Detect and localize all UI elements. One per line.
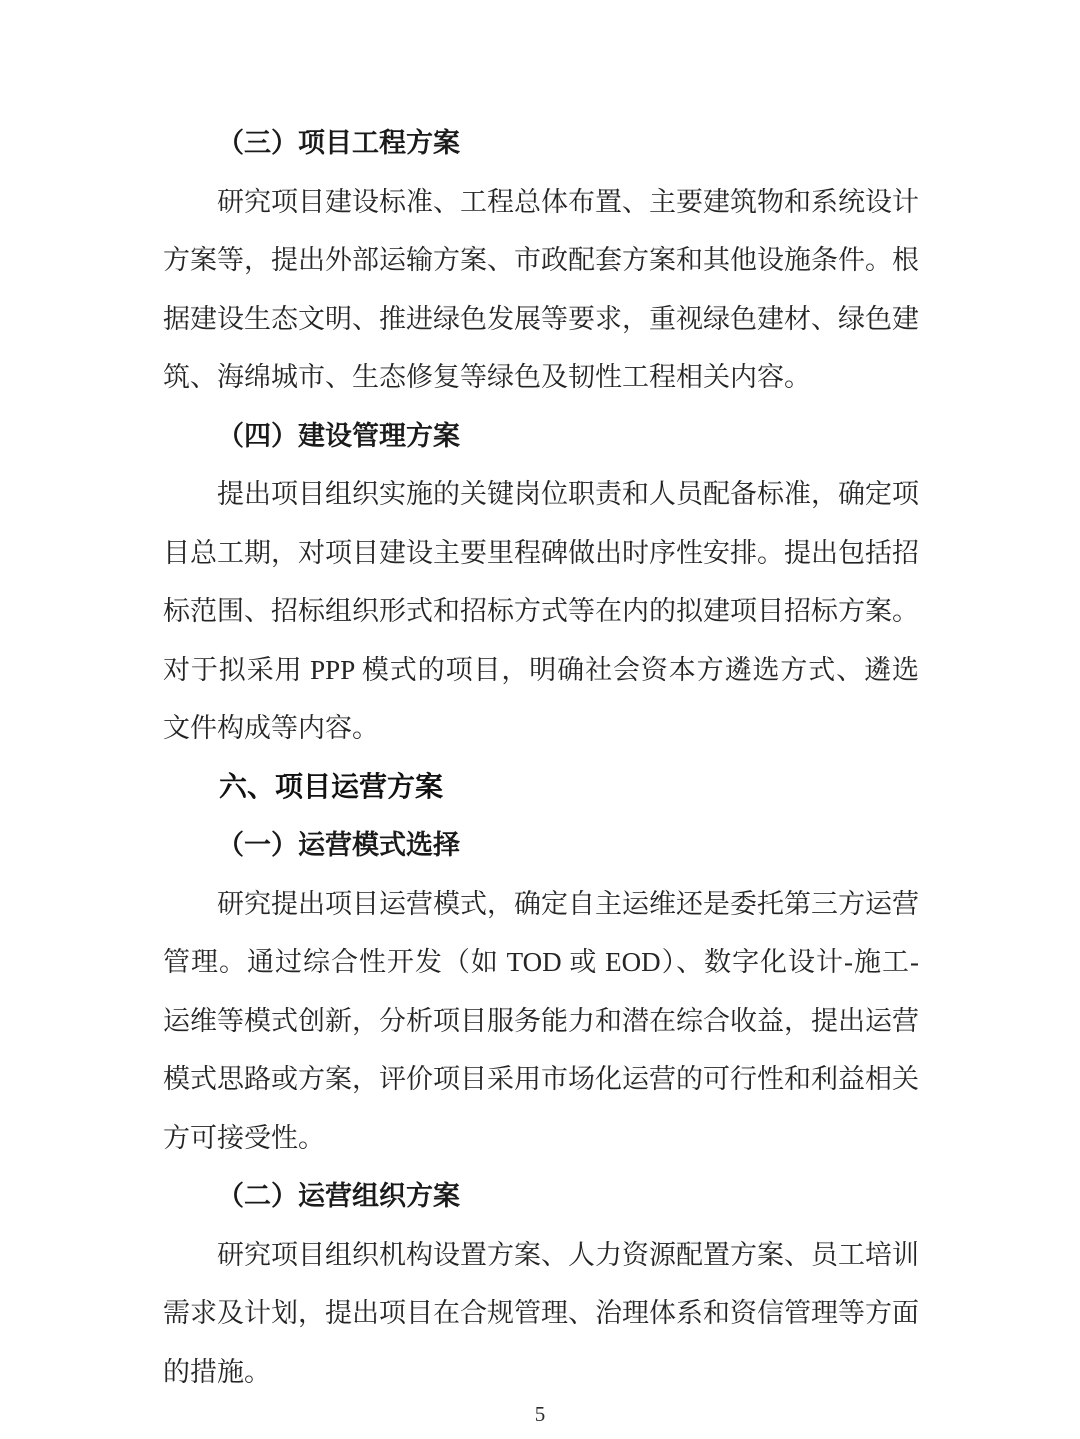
section-heading-operation-organization-plan: （二）运营组织方案 bbox=[217, 1181, 460, 1211]
section-heading-project-engineering-plan: （三）项目工程方案 bbox=[217, 128, 460, 158]
section-heading-construction-management-plan: （四）建设管理方案 bbox=[217, 420, 460, 451]
paragraph-operation-mode-body: 研究提出项目运营模式，确定自主运维还是委托第三方运营管理。通过综合性开发（如 TOD 或 EOD）、数字化设计-施工-运维等模式创新，分析项目服务能力和潜在综合收益，提出运营模式思路或方案，评价项目采用市场化运营的可行性和利益相关方可接受性。 bbox=[163, 888, 919, 1153]
page-footer bbox=[0, 1400, 1080, 1428]
paragraph-construction-management-body: 提出项目组织实施的关键岗位职责和人员配备标准，确定项目总工期，对项目建设主要里程碑做出时序性安排。提出包括招标范围、招标组织形式和招标方式等在内的拟建项目招标方案。对于拟采用 PPP 模式的项目，明确社会资本方遴选方式、遴选文件构成等内容。 bbox=[163, 479, 919, 743]
section-heading-operation-mode-selection: （一）运营模式选择 bbox=[217, 830, 460, 860]
chapter-heading-project-operation-plan: 六、项目运营方案 bbox=[219, 770, 444, 802]
document-content bbox=[163, 114, 919, 1401]
paragraph-engineering-plan-body: 研究项目建设标准、工程总体布置、主要建筑物和系统设计方案等，提出外部运输方案、市政配套方案和其他设施条件。根据建设生态文明、推进绿色发展等要求，重视绿色建材、绿色建筑、海绵城市、生态修复等绿色及韧性工程相关内容。 bbox=[163, 186, 919, 392]
page-number: 5 bbox=[534, 1402, 546, 1426]
paragraph-operation-organization-body: 研究项目组织机构设置方案、人力资源配置方案、员工培训需求及计划，提出项目在合规管理、治理体系和资信管理等方面的措施。 bbox=[163, 1239, 919, 1387]
